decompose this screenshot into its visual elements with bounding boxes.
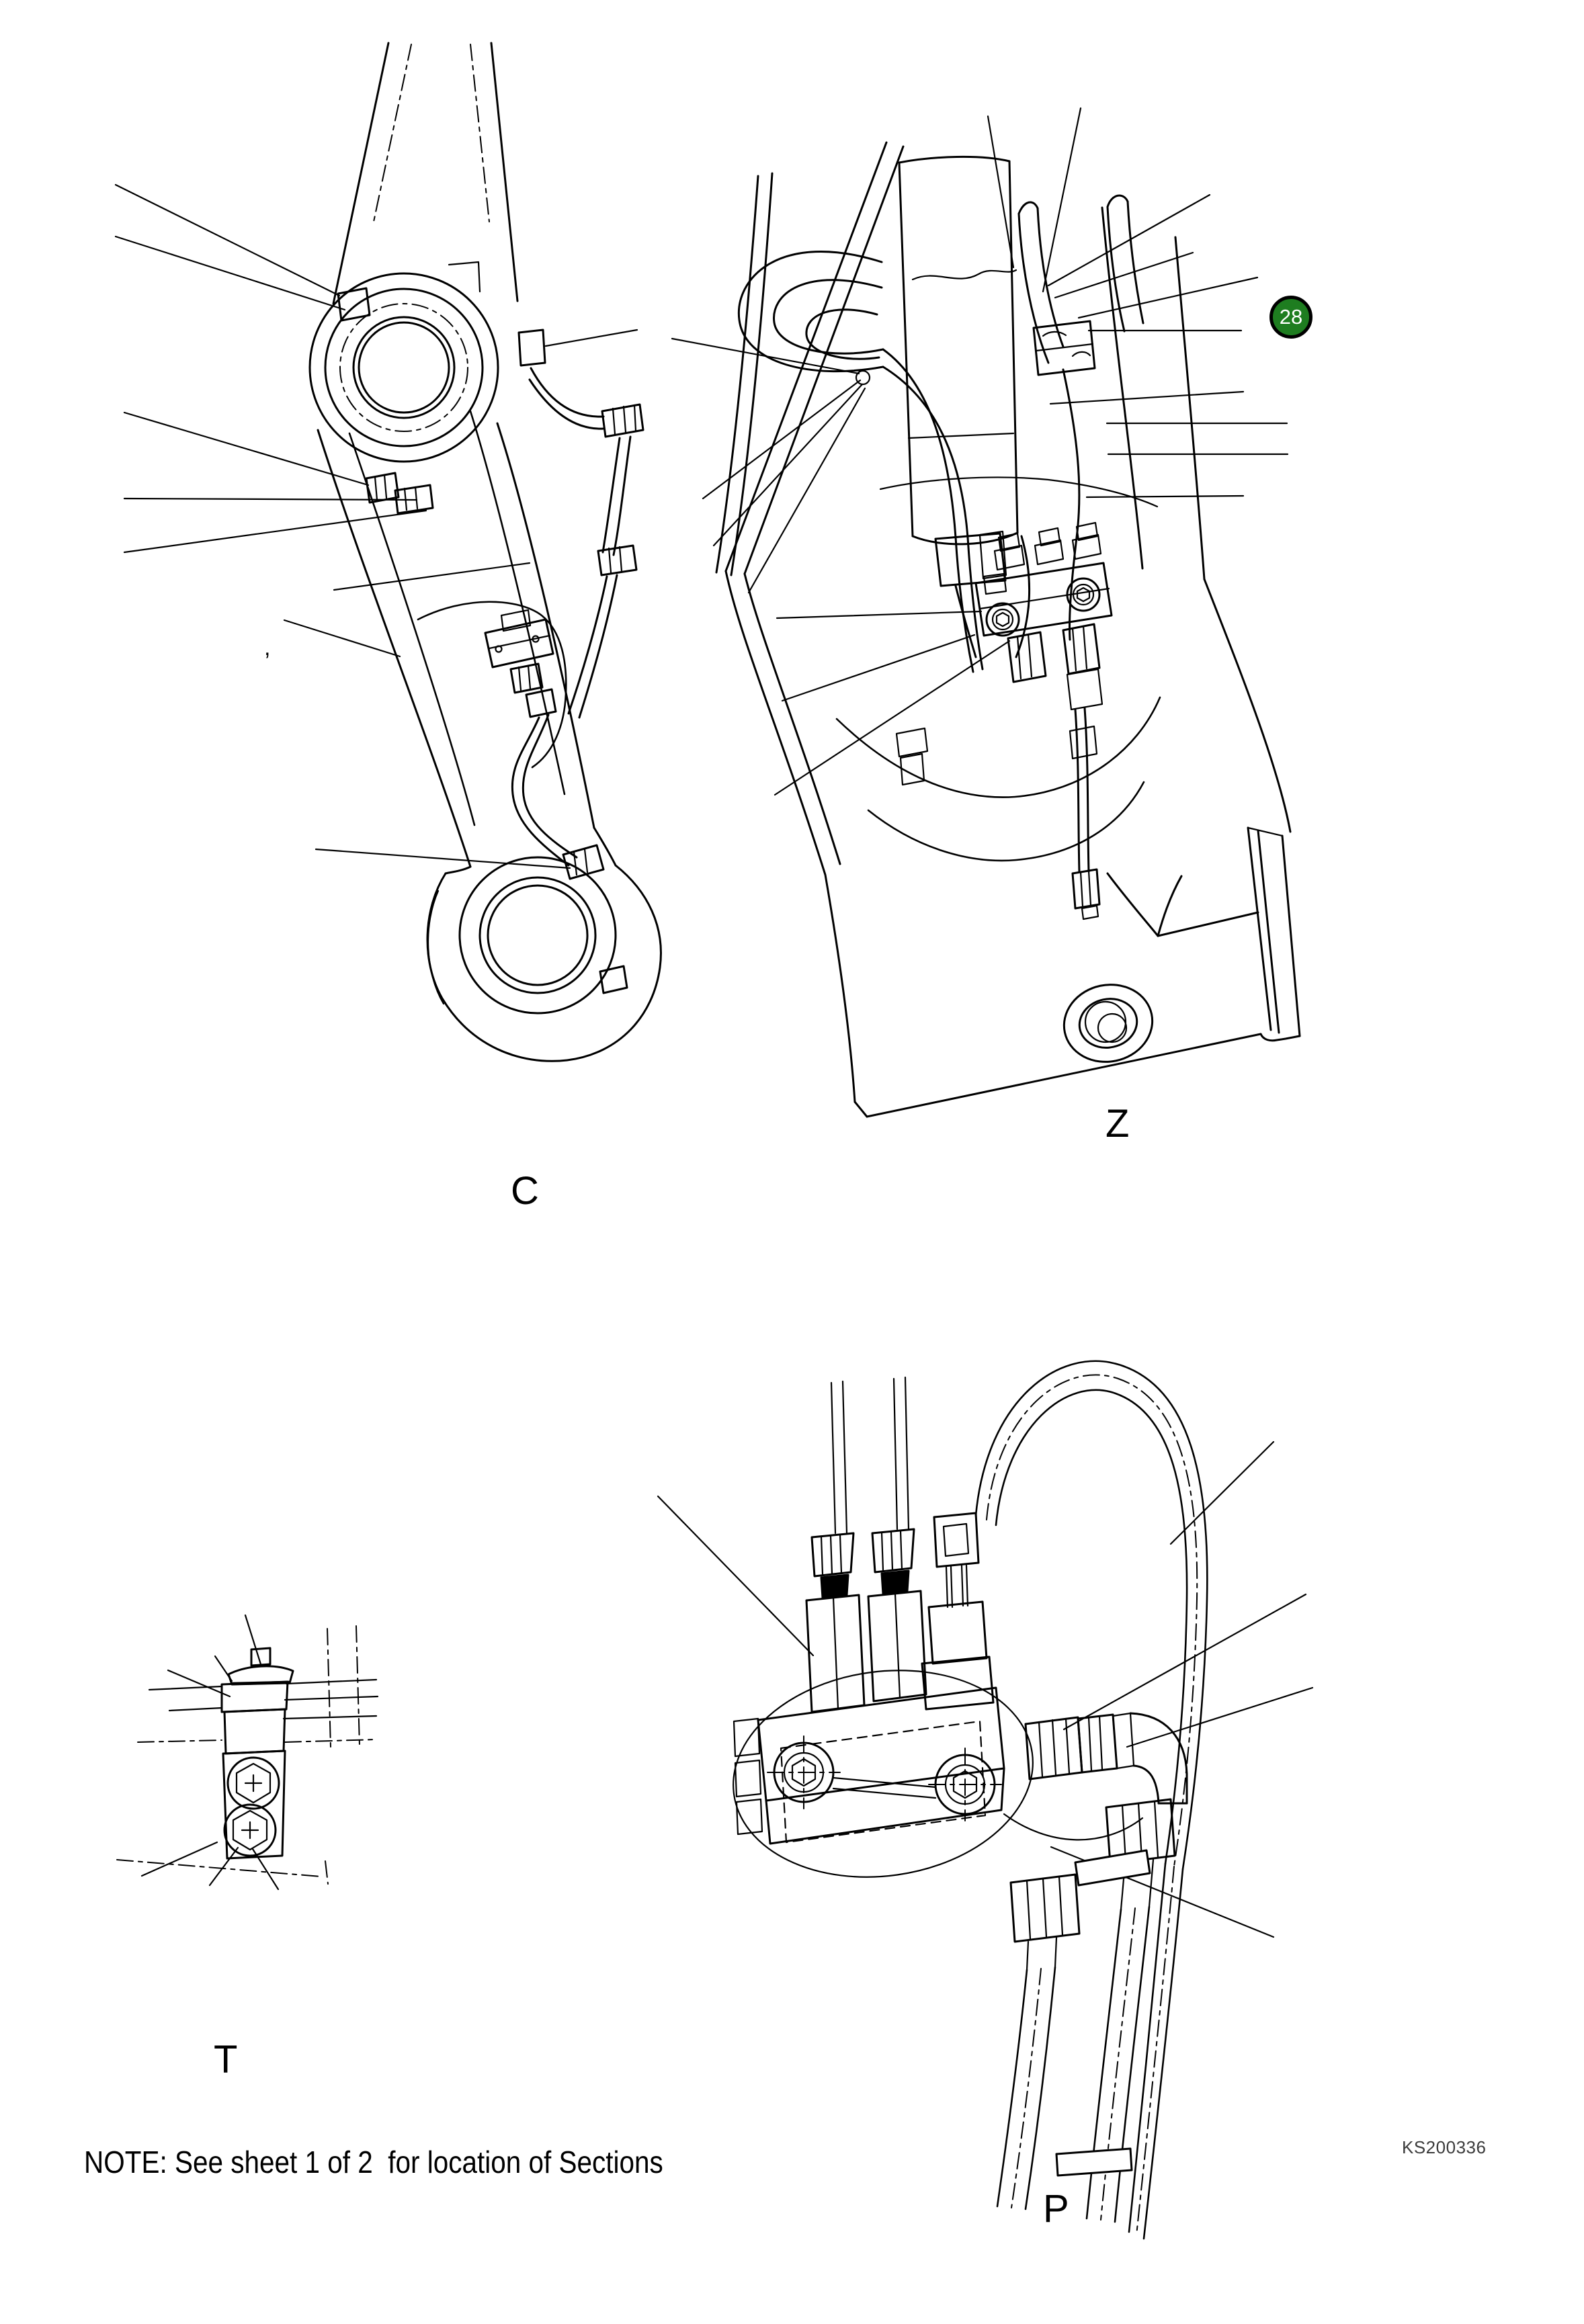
cylinder-body: [318, 411, 594, 867]
manifold-valve-body: [720, 1651, 1046, 1895]
section-c-drawing: [116, 43, 661, 1061]
grease-pipe: [530, 368, 643, 718]
section-z-drawing: [672, 108, 1303, 1117]
manifold-block: [976, 523, 1112, 709]
note-text: NOTE: See sheet 1 of 2 for location of Sections: [84, 2145, 663, 2180]
hose-clamp-and-fittings: [338, 288, 433, 513]
section-p-label: P: [1043, 2187, 1070, 2231]
crossing-pipes: [117, 1626, 378, 1884]
cylinder-and-rod-clamp: [856, 157, 1095, 594]
bottom-clevis-eye: [427, 828, 661, 1061]
hose-loop-and-bundle: [976, 1361, 1207, 2239]
section-p-drawing: [658, 1361, 1312, 2239]
holding-valve-block: [485, 610, 556, 717]
steel-tube: [512, 715, 603, 879]
base-boss: [1057, 977, 1160, 1070]
part-balloon[interactable]: [1269, 296, 1312, 339]
drawing-code: KS200336: [1402, 2137, 1487, 2157]
part-balloon-number: 28: [1279, 305, 1303, 329]
section-z-label: Z: [1106, 1102, 1130, 1146]
section-z-leader-lines: [672, 108, 1288, 795]
stray-mark: ,: [264, 635, 271, 660]
rod-end-eye: [310, 43, 545, 462]
solenoid-stems: [806, 1377, 993, 1712]
long-tube-assembly: [1070, 708, 1099, 919]
section-t-label: T: [214, 2038, 239, 2081]
section-t-drawing: [117, 1615, 378, 1889]
section-c-label: C: [511, 1169, 540, 1213]
fitting-body: [222, 1648, 293, 1858]
